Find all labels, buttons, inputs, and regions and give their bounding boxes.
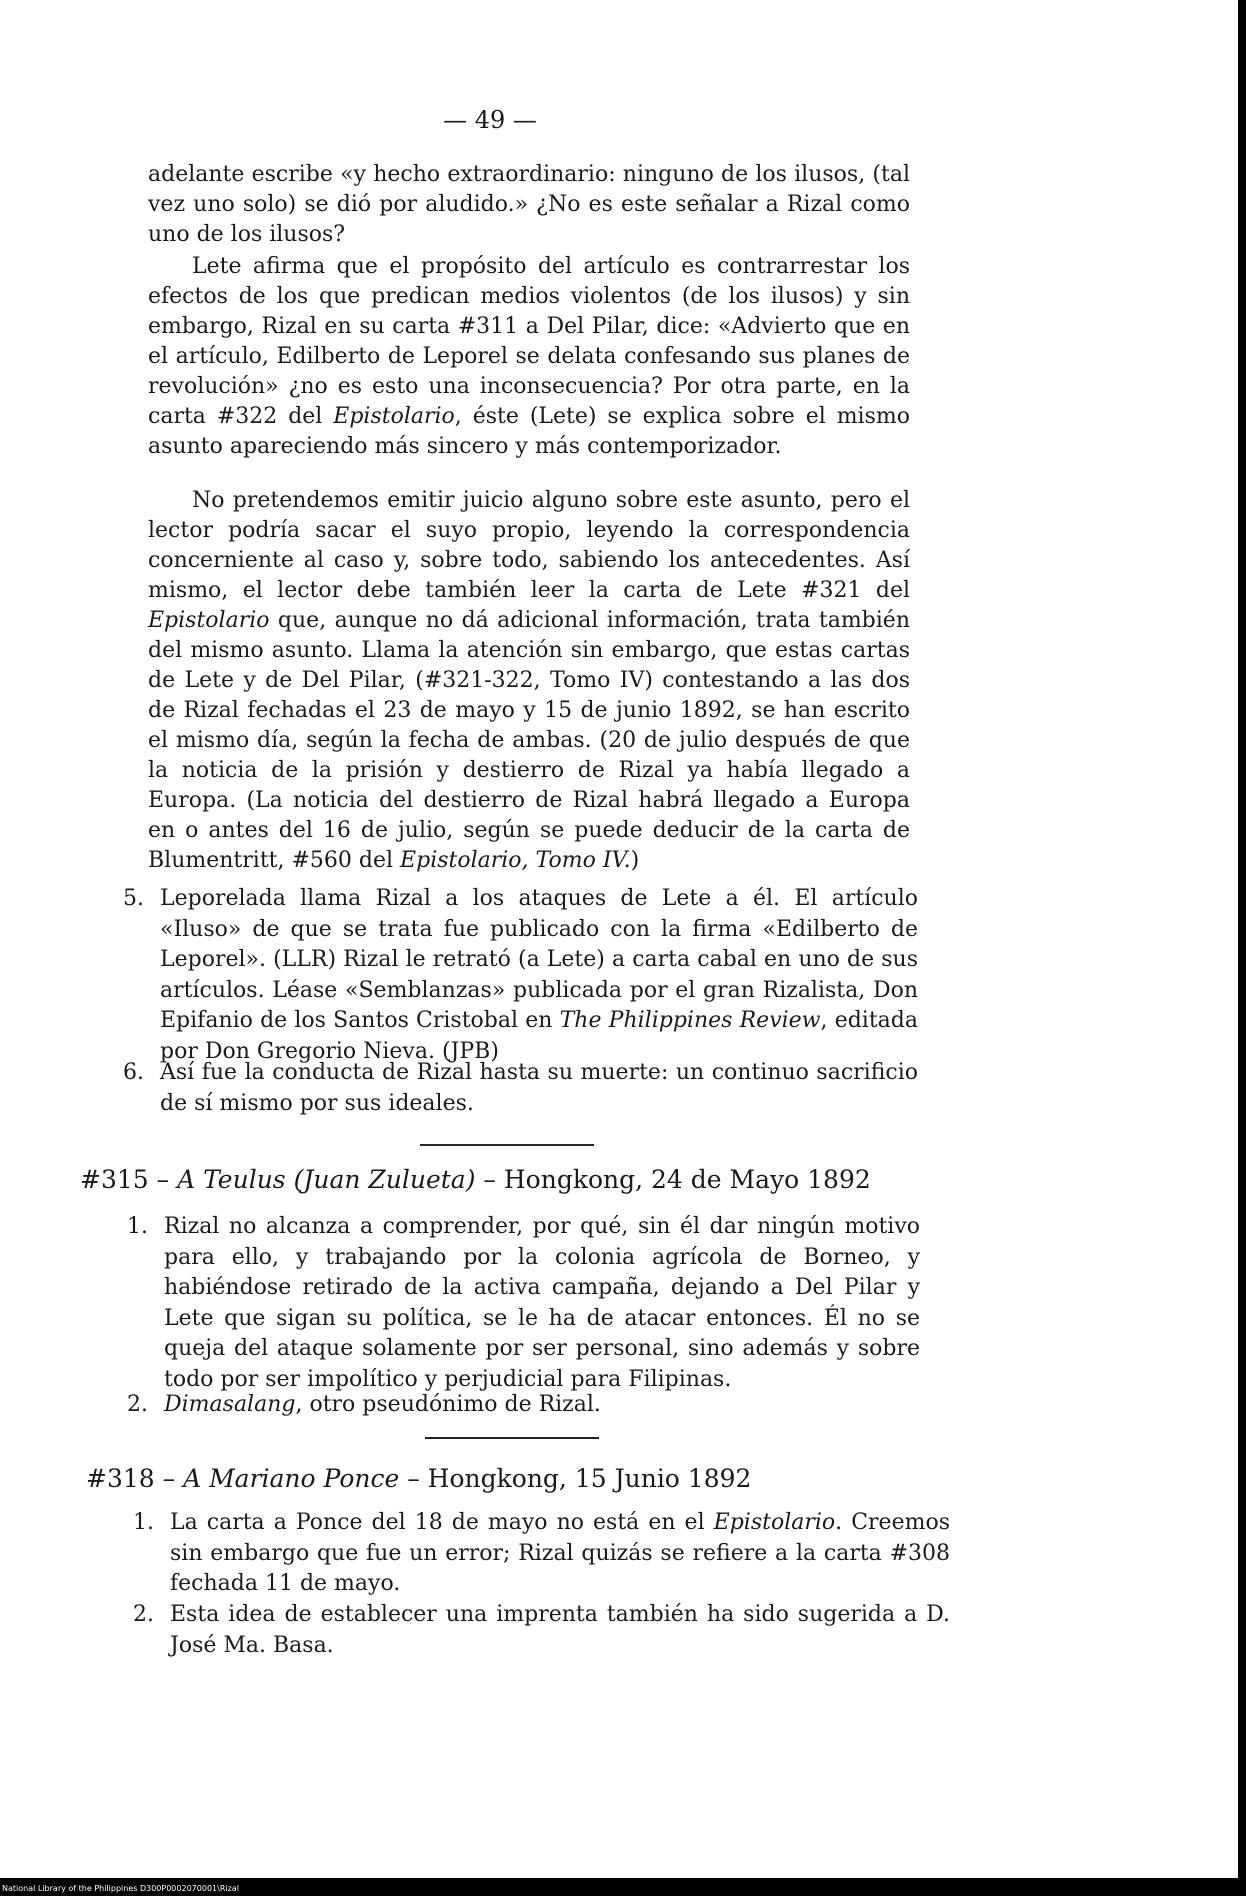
page-number: — 49 — bbox=[443, 106, 537, 134]
paragraph-continuation: adelante escribe «y hecho extraordinario: ninguno de los ilusos, (tal vez uno solo) se dió por aludido.» ¿No es este señalar a Rizal como uno de los ilusos? bbox=[148, 162, 910, 247]
section-divider bbox=[420, 1144, 594, 1146]
scan-border-right bbox=[1238, 0, 1246, 1896]
paragraph-no-pretendemos: No pretendemos emitir juicio alguno sobre este asunto, pero el lector podría sacar el suyo propio, leyendo la correspondencia concerniente al caso y, sobre todo, sabiendo los antecedentes. Así mismo, el lector debe también leer la carta de Lete #321 del Epistolario que, aunque no dá adicional información, trata también del mismo asunto. Llama la atención sin embargo, que estas cartas de Lete y de Del Pilar, (#321-322, Tomo IV) contestando a las dos de Rizal fechadas el 23 de mayo y 15 de junio 1892, se han escrito el mismo día, según la fecha de ambas. (20 de julio después de que la noticia de la prisión y destierro de Rizal ya había llegado a Europa. (La noticia del destierro de Rizal habrá llegado a Europa en o antes del 16 de julio, según se puede deducir de la carta de Blumentritt, #560 del Epistolario, Tomo IV.) bbox=[148, 488, 910, 873]
note-item: 6. Así fue la conducta de Rizal hasta su muerte: un continuo sacrificio de sí mismo por sus ideales. bbox=[123, 1060, 918, 1116]
scan-footer-label: National Library of the Philippines D300P0002070001\Rizal bbox=[2, 1884, 239, 1893]
note-item: 1. Rizal no alcanza a comprender, por qué, sin él dar ningún motivo para ello, y trabajando por la colonia agrícola de Borneo, y habiéndose retirado de la activa campaña, dejando a Del Pilar y Lete que sigan su política, se le ha de atacar entonces. Él no se queja del ataque solamente por ser personal, sino además y sobre todo por ser impolítico y perjudicial para Filipinas. bbox=[127, 1214, 920, 1392]
section-heading-315: #315 – A Teulus (Juan Zulueta) – Hongkong, 24 de Mayo 1892 bbox=[80, 1165, 871, 1194]
note-item: 5. Leporelada llama Rizal a los ataques de Lete a él. El artículo «Iluso» de que se trata fue publicado con la firma «Edilberto de Leporel». (LLR) Rizal le retrató (a Lete) a carta cabal en uno de sus artículos. Léase «Semblanzas» publicada por el gran Rizalista, Don Epifanio de los Santos Cristobal en The Philippines Review, editada por Don Gregorio Nieva. (JPB) bbox=[123, 886, 918, 1064]
note-item: 1. La carta a Ponce del 18 de mayo no está en el Epistolario. Creemos sin embargo que fue un error; Rizal quizás se refiere a la carta #308 fechada 11 de mayo. bbox=[133, 1510, 950, 1596]
section-divider bbox=[425, 1437, 599, 1439]
note-item: 2. Esta idea de establecer una imprenta también ha sido sugerida a D. José Ma. Basa. bbox=[133, 1602, 950, 1658]
paragraph-lete-proposito: Lete afirma que el propósito del artículo es contrarrestar los efectos de los que predican medios violentos (de los ilusos) y sin embargo, Rizal en su carta #311 a Del Pilar, dice: «Advierto que en el artículo, Edilberto de Leporel se delata confesando sus planes de revolución» ¿no es esto una inconsecuencia? Por otra parte, en la carta #322 del Epistolario, éste (Lete) se explica sobre el mismo asunto apareciendo más sincero y más contemporizador. bbox=[148, 254, 910, 459]
note-item: 2. Dimasalang, otro pseudónimo de Rizal. bbox=[127, 1392, 601, 1417]
section-heading-318: #318 – A Mariano Ponce – Hongkong, 15 Junio 1892 bbox=[86, 1464, 752, 1493]
